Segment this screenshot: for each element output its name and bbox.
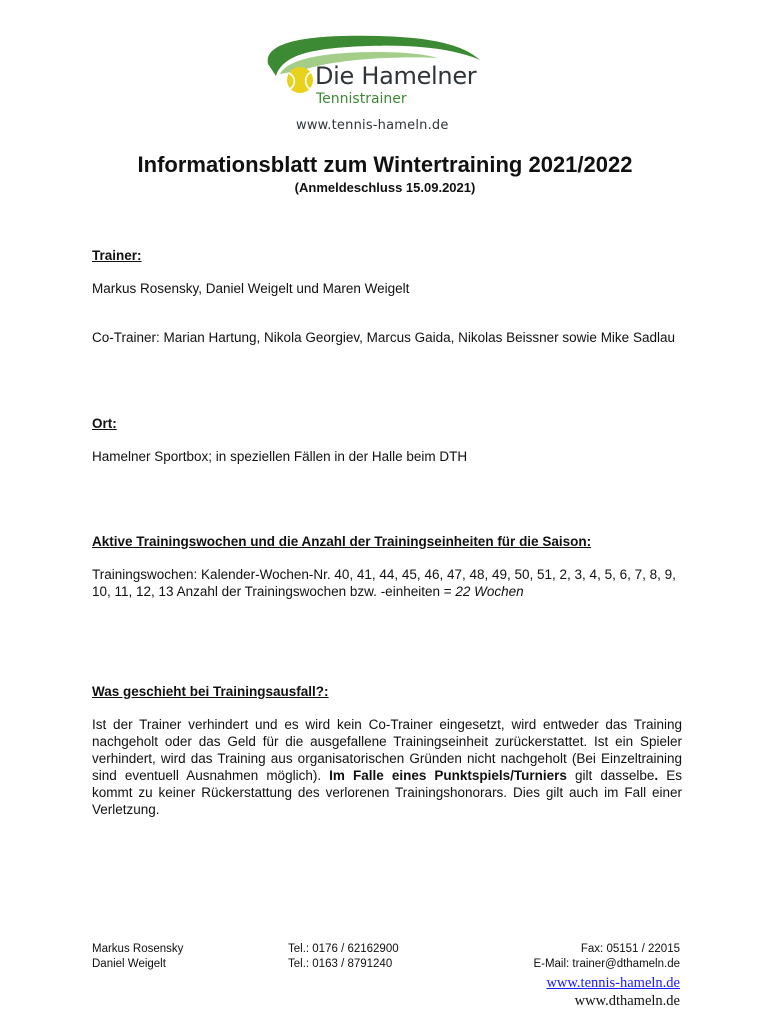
logo-website: www.tennis-hameln.de (296, 118, 449, 133)
ausfall-bold: Im Falle eines Punktspiels/Turniers (329, 768, 567, 783)
footer-contact (533, 942, 680, 1010)
trainingsausfall-text (92, 716, 682, 818)
logo-name: Die Hamelner (315, 62, 477, 90)
ausfall-text-2: gilt dasselbe (566, 768, 655, 783)
footer-name-2: Daniel Weigelt (92, 958, 166, 970)
trainingsausfall-heading: Was geschieht bei Trainingsausfall?: (92, 684, 329, 699)
trainer-main: Markus Rosensky, Daniel Weigelt und Maren Weigelt (92, 281, 410, 296)
ort-heading: Ort: (92, 416, 117, 431)
ausfall-text-3: Es kommt zu keiner Rückerstattung des verlorenen Trainingshonorars. Dies gilt auch im Fall einer Verletzung. (92, 768, 682, 817)
trainingswochen-text (92, 566, 682, 600)
ausfall-text-1: Ist der Trainer verhindert und es wird kein Co-Trainer eingesetzt, wird entweder das Training nachgeholt oder das Geld für die ausgefallene Trainingseinheit zurückerstattet. Ist ein Spieler verhindert, wird das Training aus organisatorischen Gründen nicht nachgeholt (Bei Einzeltraining sind eventuell Ausnahmen möglich). (92, 717, 682, 783)
trainer-heading: Trainer: (92, 248, 142, 263)
co-trainer-text: Co-Trainer: Marian Hartung, Nikola Georgiev, Marcus Gaida, Nikolas Beissner sowie Mike Sadlau (92, 330, 675, 345)
footer-phone-1: Tel.: 0176 / 62162900 (288, 943, 399, 955)
footer-phones (288, 942, 399, 972)
trainingswochen-count: 22 Wochen (455, 584, 524, 599)
logo (258, 30, 490, 142)
trainingsausfall-section (92, 683, 682, 818)
page-subtitle: (Anmeldeschluss 15.09.2021) (294, 180, 476, 195)
ort-text: Hamelner Sportbox; in speziellen Fällen in der Halle beim DTH (92, 449, 468, 464)
trainingswochen-section (92, 533, 682, 600)
footer-email: E-Mail: trainer@dthameln.de (533, 958, 680, 970)
logo-subtitle: Tennistrainer (316, 91, 407, 107)
page-title: Informationsblatt zum Wintertraining 2021/2022 (137, 152, 633, 177)
footer-fax: Fax: 05151 / 22015 (580, 943, 680, 955)
footer-names (92, 942, 183, 972)
footer-phone-2: Tel.: 0163 / 8791240 (288, 958, 393, 970)
ort-section (92, 415, 682, 465)
footer-name-1: Markus Rosensky (92, 943, 184, 955)
trainingswochen-list: Trainingswochen: Kalender-Wochen-Nr. 40, 41, 44, 45, 46, 47, 48, 49, 50, 51, 2, 3, 4, 5, 6, 7, 8, 9, 10, 11, 12, 13 Anzahl der Trainingswochen bzw. -einheiten = (92, 567, 676, 599)
trainer-section (92, 247, 682, 346)
trainingswochen-heading: Aktive Trainingswochen und die Anzahl der Trainingseinheiten für die Saison: (92, 534, 592, 549)
ausfall-bold-2: . (654, 768, 659, 783)
footer-website-link[interactable]: www.tennis-hameln.de (546, 975, 680, 991)
footer-website-2: www.dthameln.de (574, 993, 680, 1009)
